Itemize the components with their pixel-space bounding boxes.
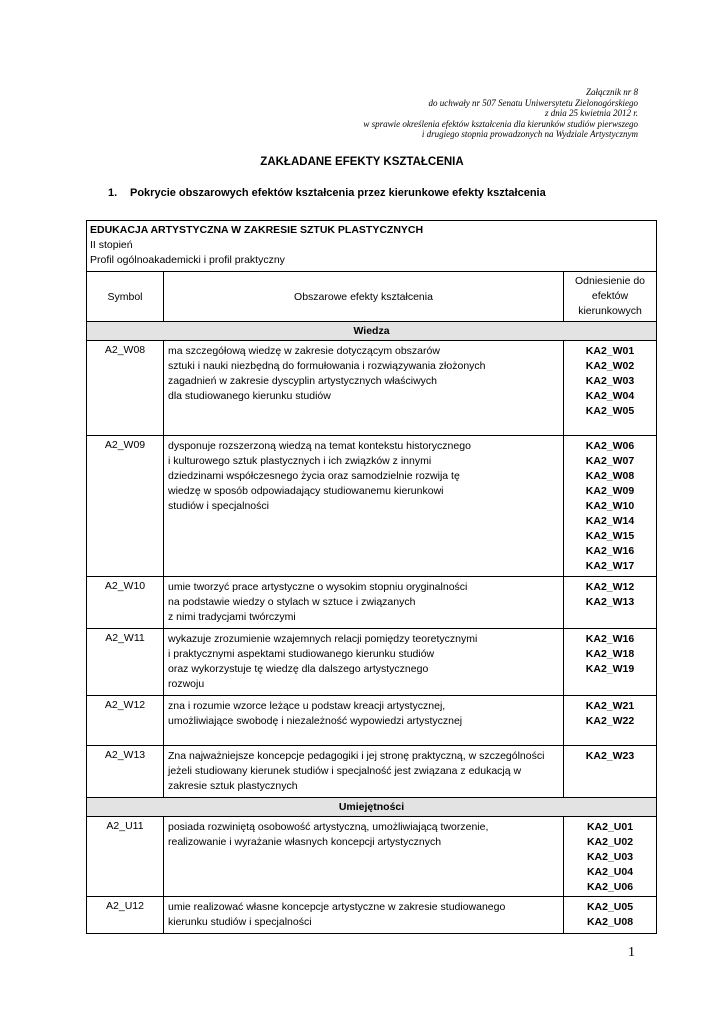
effect-symbol: A2_W12 xyxy=(87,696,164,746)
effect-description xyxy=(164,436,564,577)
effect-description-line: dziedzinami współczesnego życia oraz samodzielnie rozwija tę xyxy=(168,470,460,482)
effect-description xyxy=(164,897,564,934)
effect-description-line: dla studiowanego kierunku studiów xyxy=(168,390,331,402)
effect-description xyxy=(164,696,564,746)
column-header-reference-line: kierunkowych xyxy=(578,305,642,317)
attachment-note-line: i drugiego stopnia prowadzonych na Wydziale Artystycznym xyxy=(421,129,638,140)
program-level: II stopień xyxy=(90,239,133,251)
attachment-note xyxy=(218,87,638,140)
effect-description-line: studiów i specjalności xyxy=(168,500,269,512)
reference-code: KA2_W07 xyxy=(585,455,635,467)
effect-description-line: wykazuje zrozumienie wzajemnych relacji pomiędzy teoretycznymi xyxy=(168,633,478,645)
reference-code: KA2_W21 xyxy=(585,700,635,712)
effect-description-line: umie tworzyć prace artystyczne o wysokim stopniu oryginalności xyxy=(168,581,468,593)
effect-description-line: umie realizować własne koncepcje artystyczne w zakresie studiowanego xyxy=(168,901,506,913)
reference-code: KA2_W01 xyxy=(585,345,635,357)
effect-description xyxy=(164,629,564,696)
effect-description-line: jeżeli studiowany kierunek studiów i specjalność jest związana z edukacją w xyxy=(168,765,522,777)
effect-symbol: A2_W08 xyxy=(87,341,164,436)
reference-code: KA2_W23 xyxy=(585,750,635,762)
effect-symbol: A2_W09 xyxy=(87,436,164,577)
reference-code: KA2_U06 xyxy=(586,881,634,893)
column-header-reference xyxy=(564,272,657,322)
effect-references xyxy=(564,696,657,746)
reference-code: KA2_W10 xyxy=(585,500,635,512)
table-row xyxy=(87,577,657,629)
attachment-note-line: z dnia 25 kwietnia 2012 r. xyxy=(544,108,638,119)
effect-description xyxy=(164,577,564,629)
table-row xyxy=(87,897,657,934)
effect-symbol: A2_W10 xyxy=(87,577,164,629)
reference-code: KA2_W09 xyxy=(585,485,635,497)
reference-code: KA2_W05 xyxy=(585,405,635,417)
effect-description-line: ma szczegółową wiedzę w zakresie dotyczącym obszarów xyxy=(168,345,440,357)
reference-code: KA2_W04 xyxy=(585,390,635,402)
effect-symbol: A2_U11 xyxy=(87,817,164,897)
reference-code: KA2_U01 xyxy=(586,821,634,833)
reference-code: KA2_W06 xyxy=(585,440,635,452)
table-row xyxy=(87,341,657,436)
reference-code: KA2_U03 xyxy=(586,851,634,863)
effect-references xyxy=(564,436,657,577)
effect-description-line: posiada rozwiniętą osobowość artystyczną, umożliwiającą tworzenie, xyxy=(168,821,489,833)
effect-description xyxy=(164,817,564,897)
effect-description-line: zakresie sztuk plastycznych xyxy=(168,780,298,792)
effect-references xyxy=(564,629,657,696)
effect-references xyxy=(564,341,657,436)
effect-description-line: i praktycznymi aspektami studiowanego kierunku studiów xyxy=(168,648,435,660)
effect-description-line: na podstawie wiedzy o stylach w sztuce i związanych xyxy=(168,596,416,608)
effect-description-line: realizowanie i wyrażanie własnych koncepcji artystycznych xyxy=(168,836,442,848)
effect-description-line: sztuki i nauki niezbędną do formułowania i rozwiązywania złożonych xyxy=(168,360,486,372)
reference-code: KA2_W22 xyxy=(585,715,635,727)
reference-code: KA2_W18 xyxy=(585,648,635,660)
page-number: 1 xyxy=(628,945,635,960)
program-name: EDUKACJA ARTYSTYCZNA W ZAKRESIE SZTUK PLASTYCZNYCH xyxy=(90,224,424,236)
table-row xyxy=(87,629,657,696)
effect-references xyxy=(564,577,657,629)
effect-description-line: oraz wykorzystuje tę wiedzę dla dalszego artystycznego xyxy=(168,663,429,675)
column-header-reference-line: efektów xyxy=(591,290,629,302)
reference-code: KA2_U04 xyxy=(586,866,634,878)
effects-table xyxy=(86,220,657,934)
program-profile: Profil ogólnoakademicki i profil praktyczny xyxy=(90,254,285,266)
table-row xyxy=(87,696,657,746)
document-title: ZAKŁADANE EFEKTY KSZTAŁCENIA xyxy=(260,156,464,168)
category-knowledge: Wiedza xyxy=(87,322,657,341)
column-header-symbol: Symbol xyxy=(87,272,164,322)
table-row xyxy=(87,436,657,577)
reference-code: KA2_W12 xyxy=(585,581,635,593)
effect-description-line: zna i rozumie wzorce leżące u podstaw kreacji artystycznej, xyxy=(168,700,446,712)
effect-description-line: wiedzę w sposób odpowiadający studiowanemu kierunkowi xyxy=(168,485,444,497)
effect-description-line: zagadnień w zakresie dyscyplin artystycznych właściwych xyxy=(168,375,438,387)
effect-references xyxy=(564,897,657,934)
table-row xyxy=(87,746,657,798)
effect-description-line: Zna najważniejsze koncepcje pedagogiki i jej stronę praktyczną, w szczególności xyxy=(168,750,545,762)
reference-code: KA2_W13 xyxy=(585,596,635,608)
section-number: 1. xyxy=(108,187,118,199)
reference-code: KA2_U05 xyxy=(586,901,634,913)
column-header-effects: Obszarowe efekty kształcenia xyxy=(164,272,564,322)
effect-description-line: dysponuje rozszerzoną wiedzą na temat kontekstu historycznego xyxy=(168,440,471,452)
section-text: Pokrycie obszarowych efektów kształcenia przez kierunkowe efekty kształcenia xyxy=(130,187,546,199)
reference-code: KA2_U08 xyxy=(586,916,634,928)
reference-code: KA2_W15 xyxy=(585,530,635,542)
category-skills: Umiejętności xyxy=(87,798,657,817)
reference-code: KA2_U02 xyxy=(586,836,634,848)
effect-symbol: A2_U12 xyxy=(87,897,164,934)
reference-code: KA2_W14 xyxy=(585,515,635,527)
attachment-note-line: w sprawie określenia efektów kształcenia dla kierunków studiów pierwszego xyxy=(363,118,638,129)
effect-symbol: A2_W13 xyxy=(87,746,164,798)
effect-description-line: rozwoju xyxy=(168,678,205,690)
reference-code: KA2_W16 xyxy=(585,545,635,557)
reference-code: KA2_W16 xyxy=(585,633,635,645)
program-info xyxy=(87,221,657,272)
reference-code: KA2_W19 xyxy=(585,663,635,675)
effect-description xyxy=(164,746,564,798)
effect-description-line: kierunku studiów i specjalności xyxy=(168,916,312,928)
column-header-reference-line: Odniesienie do xyxy=(574,275,646,287)
effect-description-line: z nimi tradycjami twórczymi xyxy=(168,611,296,623)
reference-code: KA2_W17 xyxy=(585,560,635,572)
reference-code: KA2_W08 xyxy=(585,470,635,482)
table-row xyxy=(87,817,657,897)
effect-description-line: umożliwiające swobodę i niezależność wypowiedzi artystycznej xyxy=(168,715,463,727)
attachment-note-line: Załącznik nr 8 xyxy=(585,87,638,97)
effect-description-line: i kulturowego sztuk plastycznych i ich związków z innymi xyxy=(168,455,432,467)
reference-code: KA2_W03 xyxy=(585,375,635,387)
attachment-note-line: do uchwały nr 507 Senatu Uniwersytetu Zielonogórskiego xyxy=(428,97,638,108)
effect-references xyxy=(564,817,657,897)
reference-code: KA2_W02 xyxy=(585,360,635,372)
effect-references xyxy=(564,746,657,798)
section-heading xyxy=(108,187,546,199)
effect-symbol: A2_W11 xyxy=(87,629,164,696)
effect-description xyxy=(164,341,564,436)
